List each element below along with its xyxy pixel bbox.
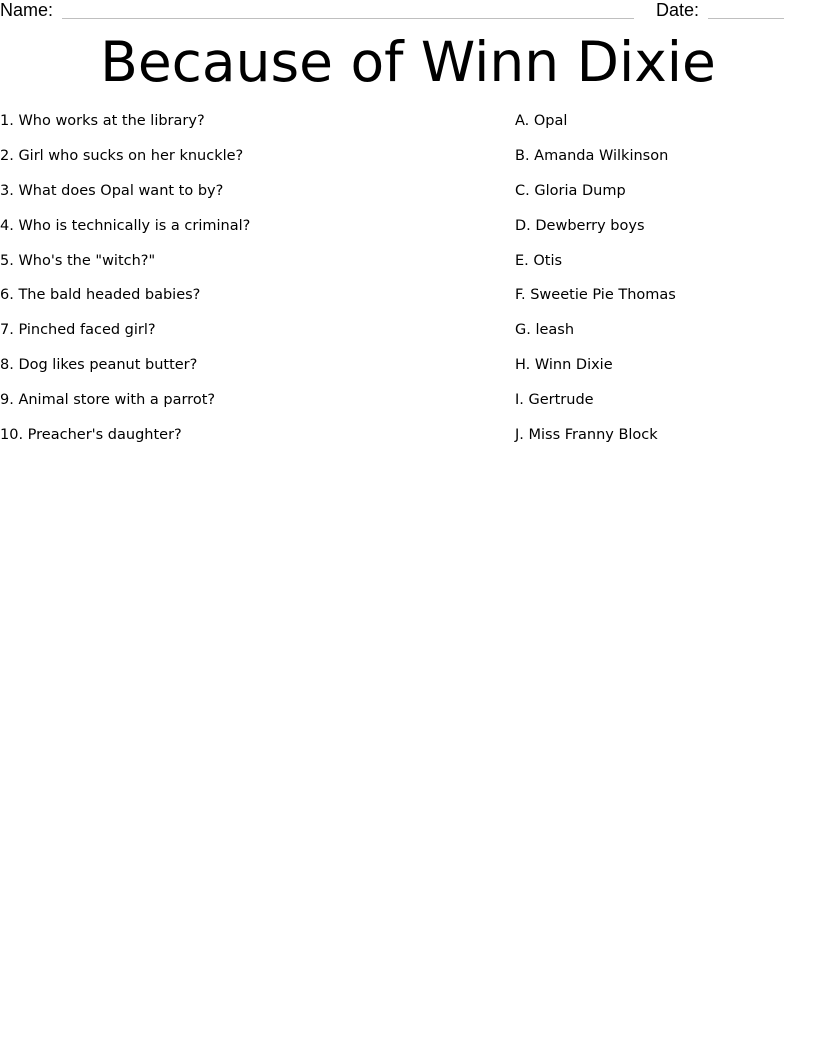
clue-item: 6. The bald headed babies? xyxy=(0,287,201,304)
clue-item: 9. Animal store with a parrot? xyxy=(0,392,216,409)
name-label: Name: xyxy=(0,0,54,20)
clue-item: 4. Who is technically is a criminal? xyxy=(0,217,251,234)
clue-item: 10. Preacher's daughter? xyxy=(0,427,182,444)
name-blank-line xyxy=(62,18,634,19)
clue-list xyxy=(0,111,490,460)
worksheet-title: Because of Winn Dixie xyxy=(100,30,716,94)
clue-item: 5. Who's the "witch?" xyxy=(0,252,156,269)
clue-item: 3. What does Opal want to by? xyxy=(0,182,224,199)
answer-item: G. leash xyxy=(515,322,575,339)
date-blank-line xyxy=(708,18,784,19)
answer-item: J. Miss Franny Block xyxy=(515,427,658,444)
answer-item: H. Winn Dixie xyxy=(515,357,613,374)
answer-item: I. Gertrude xyxy=(515,392,594,409)
answer-item: C. Gloria Dump xyxy=(515,182,626,199)
answer-item: B. Amanda Wilkinson xyxy=(515,147,669,164)
answer-item: E. Otis xyxy=(515,252,563,269)
answer-list xyxy=(515,111,805,460)
clue-item: 2. Girl who sucks on her knuckle? xyxy=(0,147,244,164)
clue-item: 8. Dog likes peanut butter? xyxy=(0,357,198,374)
answer-item: F. Sweetie Pie Thomas xyxy=(515,287,676,304)
date-label: Date: xyxy=(656,0,700,20)
worksheet-header xyxy=(0,0,816,22)
clue-item: 1. Who works at the library? xyxy=(0,113,205,129)
answer-item: A. Opal xyxy=(515,113,568,129)
clue-item: 7. Pinched faced girl? xyxy=(0,322,156,339)
answer-item: D. Dewberry boys xyxy=(515,217,645,234)
